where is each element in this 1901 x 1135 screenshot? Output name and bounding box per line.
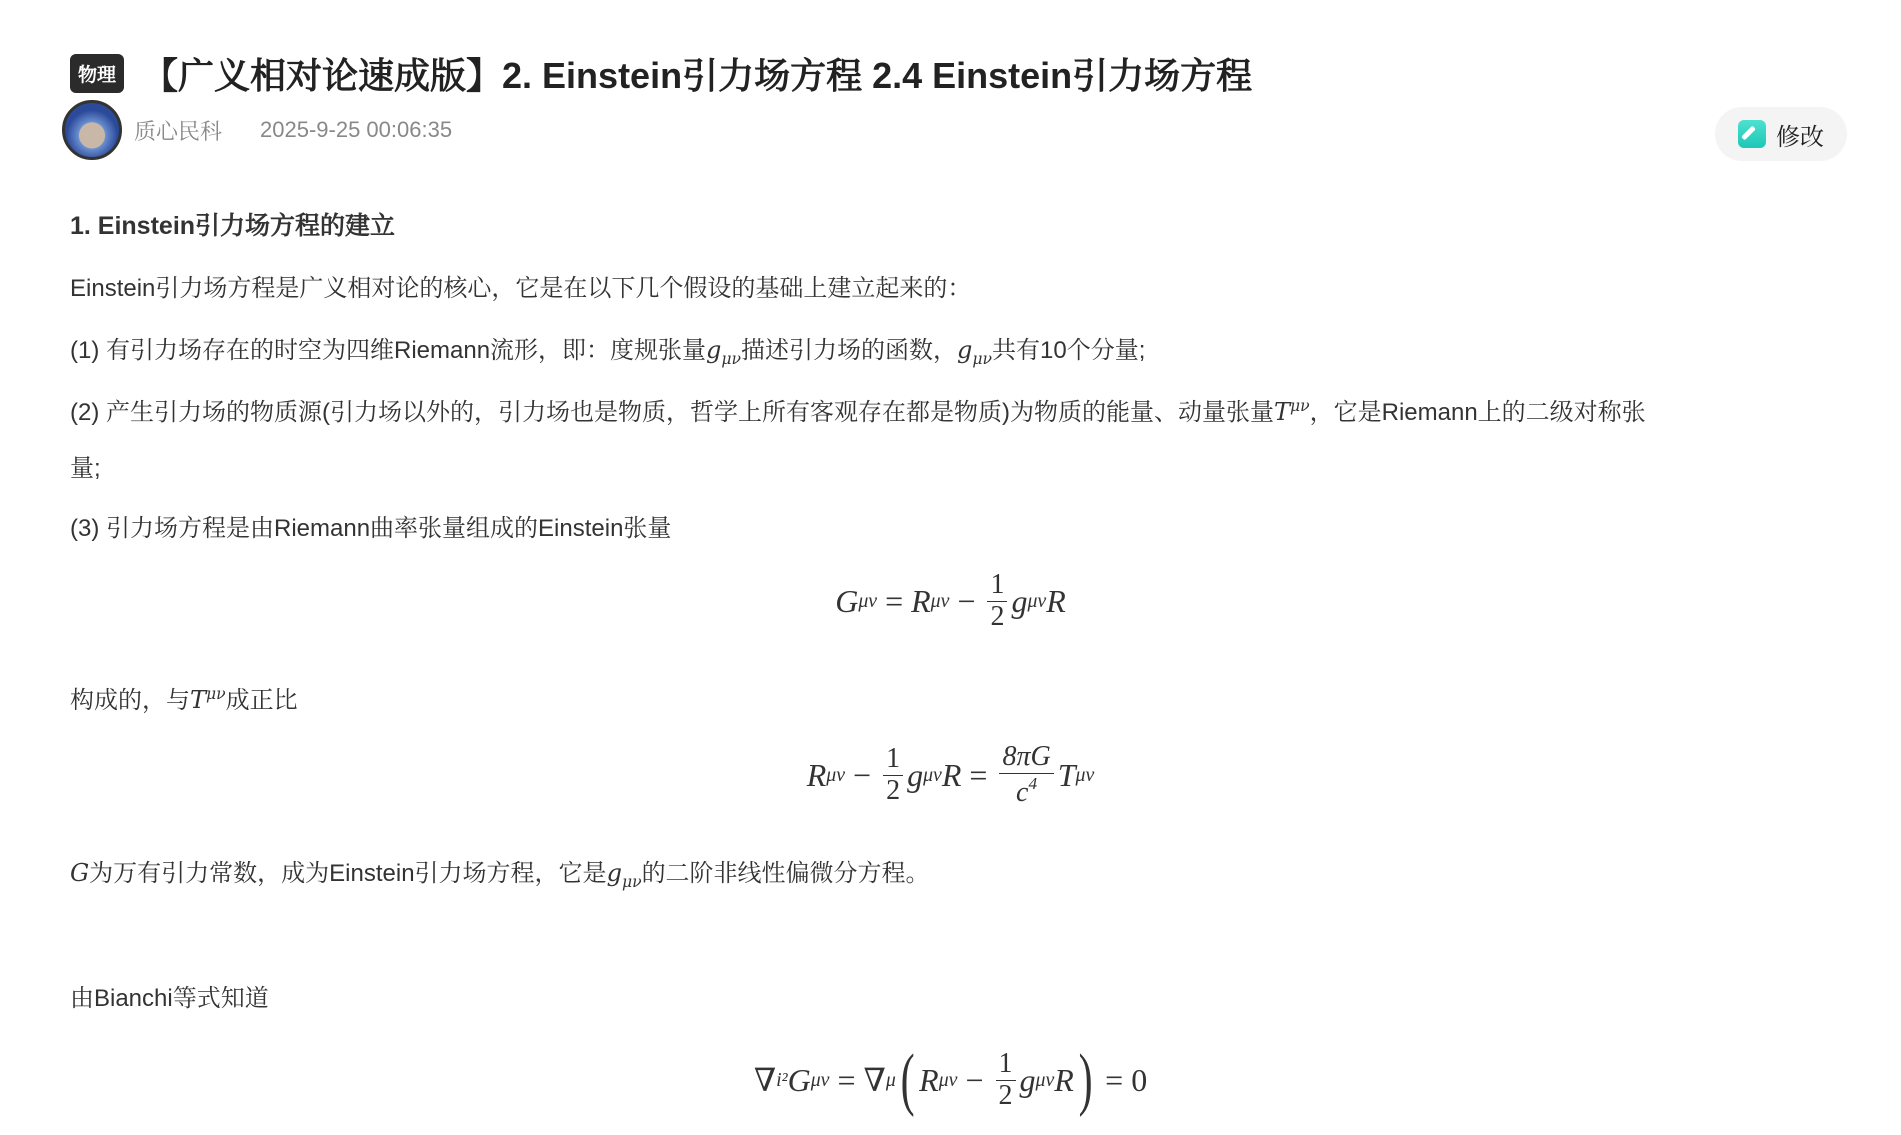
paragraph-5: G为万有引力常数，成为Einstein引力场方程，它是$g_{\mu\nu}$的二阶非线性偏微分方程。 xyxy=(70,859,930,891)
paragraph-2: (2) 产生引力场的物质源(引力场以外的，引力场也是物质，哲学上所有客观存在都是物质)为物质的能量、动量张量$T^{\mu\nu}$，它是Riemann上的二级对称张 xyxy=(70,397,1646,426)
category-tag[interactable]: 物理 xyxy=(70,54,124,93)
paragraph-intro: Einstein引力场方程是广义相对论的核心，它是在以下几个假设的基础上建立起来的： xyxy=(70,275,972,302)
article-title-row xyxy=(70,48,1252,99)
paragraph-4: 构成的，与$T^{\mu\nu}$成正比 xyxy=(70,685,298,714)
equation-einstein-tensor: G μν = R μν − $\frac{1}{2}$ g μν R xyxy=(835,569,1066,632)
paragraph-1: (1) 有引力场存在的时空为四维Riemann流形，即：度规张量$g_{\mu\nu}$描述引力场的函数，$g_{\mu\nu}$共有10个分量; xyxy=(70,336,1146,368)
equation-field: R μν − $\frac{1}{2}$ g μν R = $\frac{8\pi G}{c^4}$ T μν xyxy=(806,741,1095,808)
paragraph-2-cont: 量; xyxy=(70,455,101,482)
author-avatar[interactable] xyxy=(62,100,122,160)
section-heading: 1. Einstein引力场方程的建立 xyxy=(70,212,396,240)
edit-label: 修改 xyxy=(1776,123,1824,151)
paragraph-6: 由Bianchi等式知道 xyxy=(70,985,269,1012)
author-name[interactable]: 质心民科 xyxy=(134,118,223,144)
article-title: 【广义相对论速成版】2. Einstein引力场方程 2.4 Einstein引力场方程 xyxy=(142,55,1253,96)
paragraph-3: (3) 引力场方程是由Riemann曲率张量组成的Einstein张量 xyxy=(70,515,672,542)
edit-button[interactable] xyxy=(1715,107,1847,161)
publish-date: 2025-9-25 00:06:35 xyxy=(260,117,453,142)
equation-bianchi: ∇ i² G μν = ∇ μ ( R μν − $\frac{1}{2}$ g μν R ) = 0 xyxy=(753,1041,1148,1118)
article-meta xyxy=(62,100,452,160)
edit-icon xyxy=(1738,120,1766,148)
